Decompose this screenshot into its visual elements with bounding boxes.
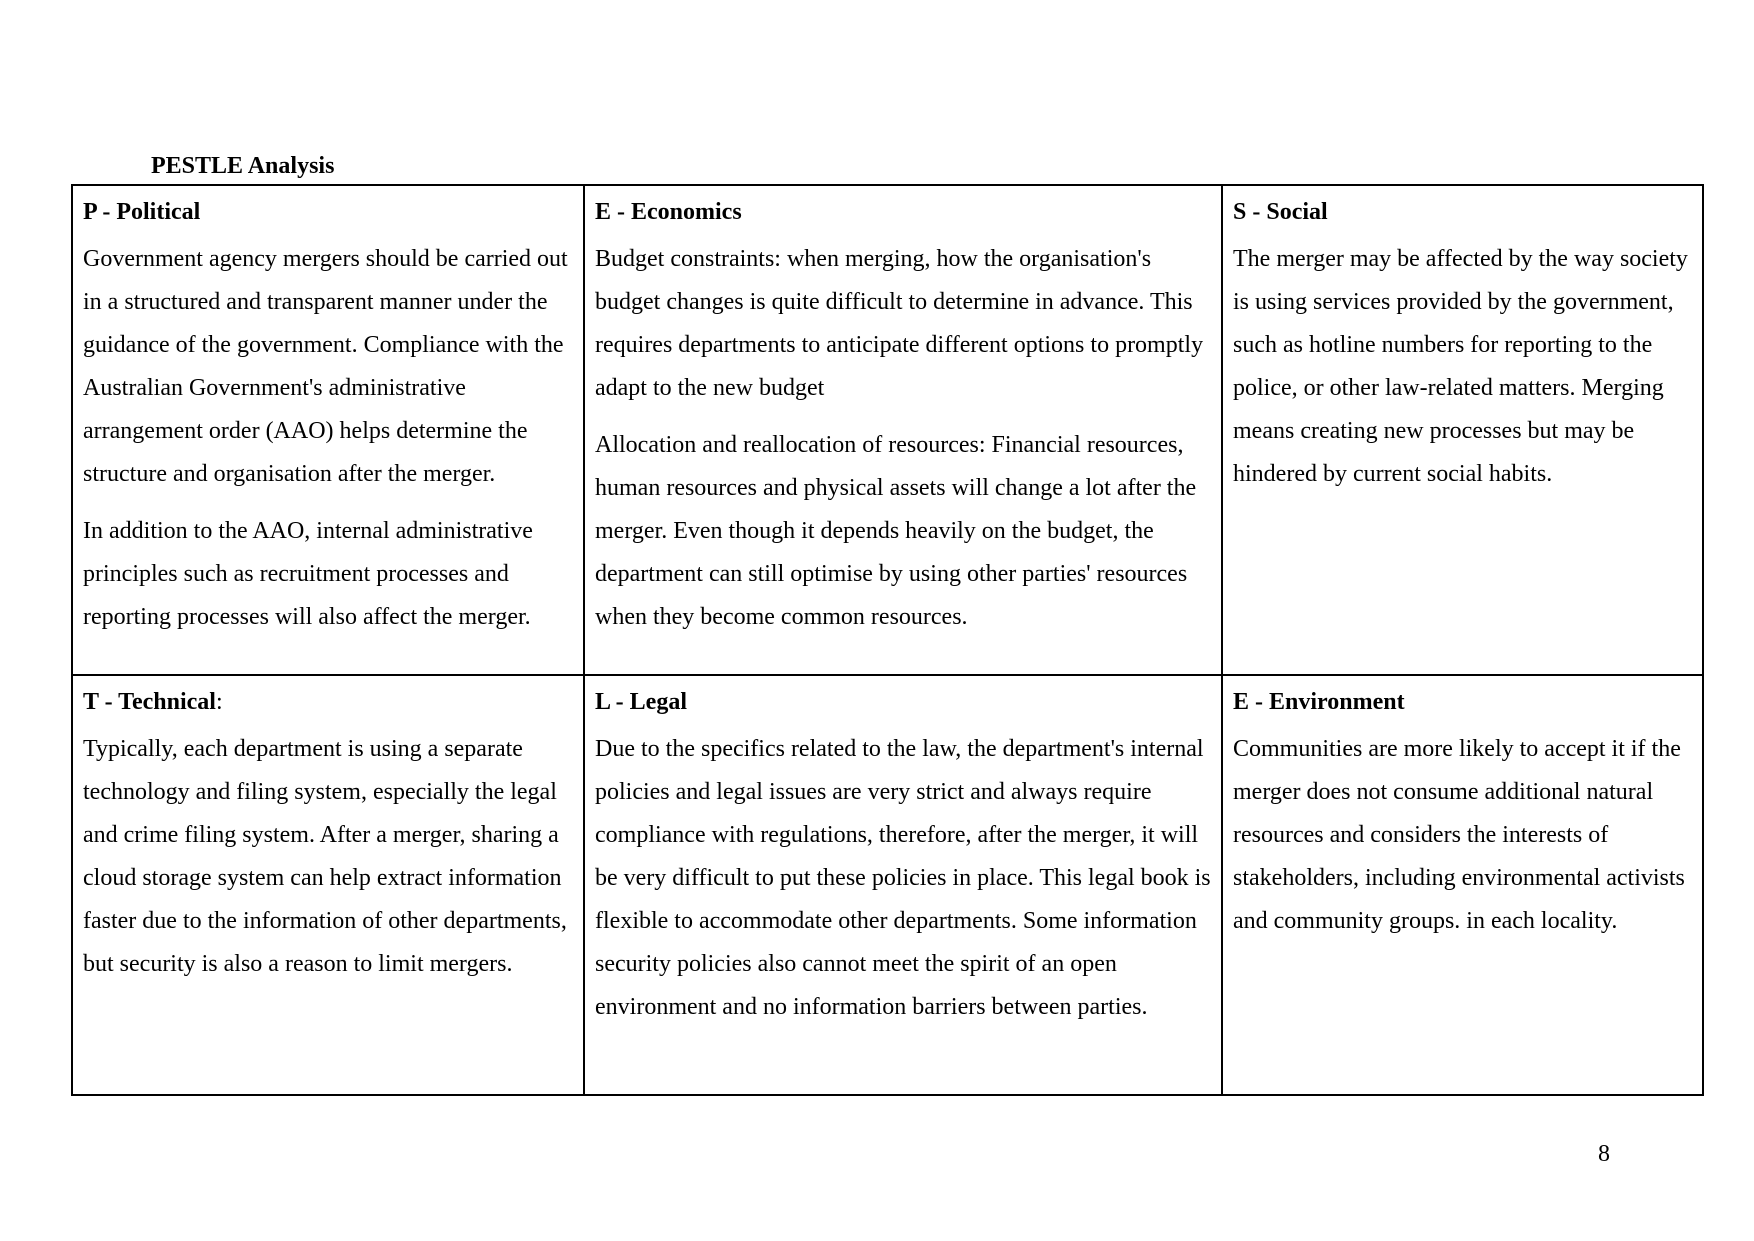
cell-paragraph: Budget constraints: when merging, how the organisation's budget changes is quite difficult to determine in advance. This requires departments to anticipate different options to promptly adapt to the new budget: [595, 246, 1204, 401]
heading-suffix: :: [215, 689, 223, 715]
cell-paragraph: Allocation and reallocation of resources: Financial resources, human resources and physical assets will change a lot after the merger. Even though it depends heavily on the budget, the department can still optimise by using other parties' resources when they become common resources.: [595, 432, 1197, 630]
cell-paragraph: The merger may be affected by the way society is using services provided by the government, such as hotline numbers for reporting to the police, or other law-related matters. Merging means creating new processes but may be hindered by current social habits.: [1233, 246, 1688, 487]
cell-economics: [584, 185, 1222, 675]
cell-heading-legal: [595, 688, 1211, 716]
cell-heading-environment: [1233, 688, 1692, 716]
cell-political: [72, 185, 584, 675]
cell-paragraph: In addition to the AAO, internal administrative principles such as recruitment processes and reporting processes will also affect the merger.: [83, 518, 533, 630]
heading-text: E - Economics: [595, 199, 742, 225]
cell-paragraph: Communities are more likely to accept it if the merger does not consume additional natural resources and considers the interests of stakeholders, including environmental activists and community groups. in each locality.: [1233, 736, 1685, 934]
cell-paragraph: Due to the specifics related to the law, the department's internal policies and legal issues are very strict and always require compliance with regulations, therefore, after the merger, it will be very difficult to put these policies in place. This legal book is flexible to accommodate other departments. Some information security policies also cannot meet the spirit of an open environment and no information barriers between parties.: [595, 736, 1211, 1020]
pestle-table: [71, 184, 1704, 1096]
cell-paragraph: Typically, each department is using a separate technology and filing system, especially the legal and crime filing system. After a merger, sharing a cloud storage system can help extract information faster due to the information of other departments, but security is also a reason to limit mergers.: [83, 736, 567, 977]
cell-heading-economics: [595, 198, 1211, 226]
cell-heading-technical: [83, 688, 573, 716]
cell-heading-social: [1233, 198, 1692, 226]
cell-technical: [72, 675, 584, 1095]
heading-text: S - Social: [1233, 199, 1328, 225]
heading-text: L - Legal: [595, 689, 688, 715]
page-number: 8: [1598, 1141, 1610, 1167]
heading-text: E - Environment: [1233, 689, 1405, 715]
cell-legal: [584, 675, 1222, 1095]
cell-paragraph: Government agency mergers should be carried out in a structured and transparent manner under the guidance of the government. Compliance with the Australian Government's administrative arrangement order (AAO) helps determine the structure and organisation after the merger.: [83, 246, 568, 487]
document-title: PESTLE Analysis: [151, 153, 335, 179]
cell-environment: [1222, 675, 1703, 1095]
cell-social: [1222, 185, 1703, 675]
cell-heading-political: [83, 198, 573, 226]
heading-text: T - Technical: [83, 689, 216, 715]
heading-text: P - Political: [83, 199, 201, 225]
table-row: [72, 185, 1703, 675]
table-row: [72, 675, 1703, 1095]
